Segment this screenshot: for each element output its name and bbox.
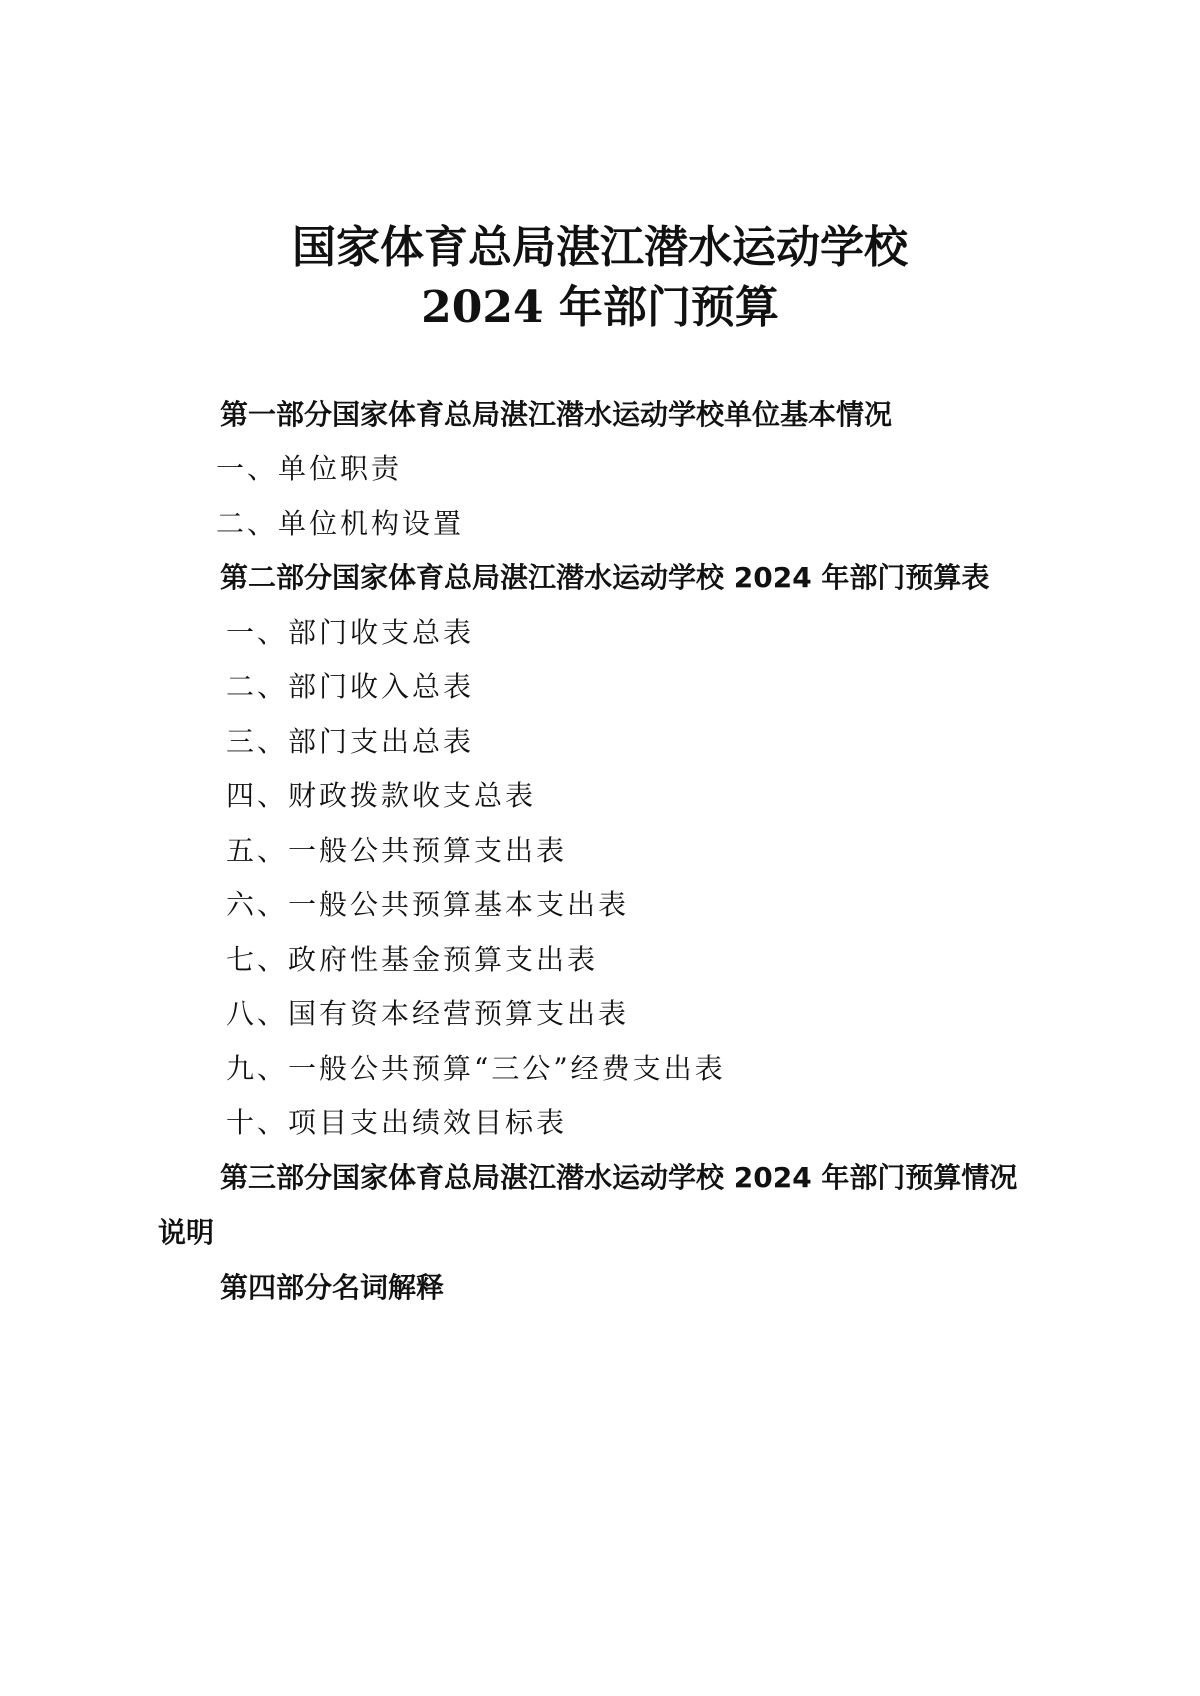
toc-part-2-item: 八、国有资本经营预算支出表 — [226, 997, 630, 1030]
toc-part-2-item: 五、一般公共预算支出表 — [226, 834, 568, 867]
toc-part-3-heading-continued: 说明 — [158, 1216, 215, 1249]
toc-part-4-heading: 第四部分名词解释 — [220, 1271, 445, 1304]
document-title-line-2: 2024 年部门预算 — [421, 282, 779, 333]
toc-part-2-item: 三、部门支出总表 — [226, 725, 475, 758]
toc-part-2-item: 十、项目支出绩效目标表 — [226, 1106, 568, 1139]
toc-part-2-item: 一、部门收支总表 — [226, 616, 475, 649]
toc-part-2-item: 四、财政拨款收支总表 — [226, 779, 537, 812]
toc-part-3-heading: 第三部分国家体育总局湛江潜水运动学校 2024 年部门预算情况 — [220, 1161, 1018, 1194]
toc-part-2-heading: 第二部分国家体育总局湛江潜水运动学校 2024 年部门预算表 — [220, 561, 990, 594]
toc-part-2-item: 二、部门收入总表 — [226, 670, 475, 703]
toc-part-2-item: 九、一般公共预算“三公”经费支出表 — [226, 1052, 726, 1085]
toc-part-1-item: 二、单位机构设置 — [216, 507, 465, 540]
toc-part-1-item: 一、单位职责 — [216, 452, 403, 485]
toc-part-1-heading: 第一部分国家体育总局湛江潜水运动学校单位基本情况 — [220, 398, 893, 431]
document-title-line-1: 国家体育总局湛江潜水运动学校 — [292, 222, 908, 273]
toc-part-2-item: 六、一般公共预算基本支出表 — [226, 888, 630, 921]
toc-part-2-item: 七、政府性基金预算支出表 — [226, 943, 599, 976]
